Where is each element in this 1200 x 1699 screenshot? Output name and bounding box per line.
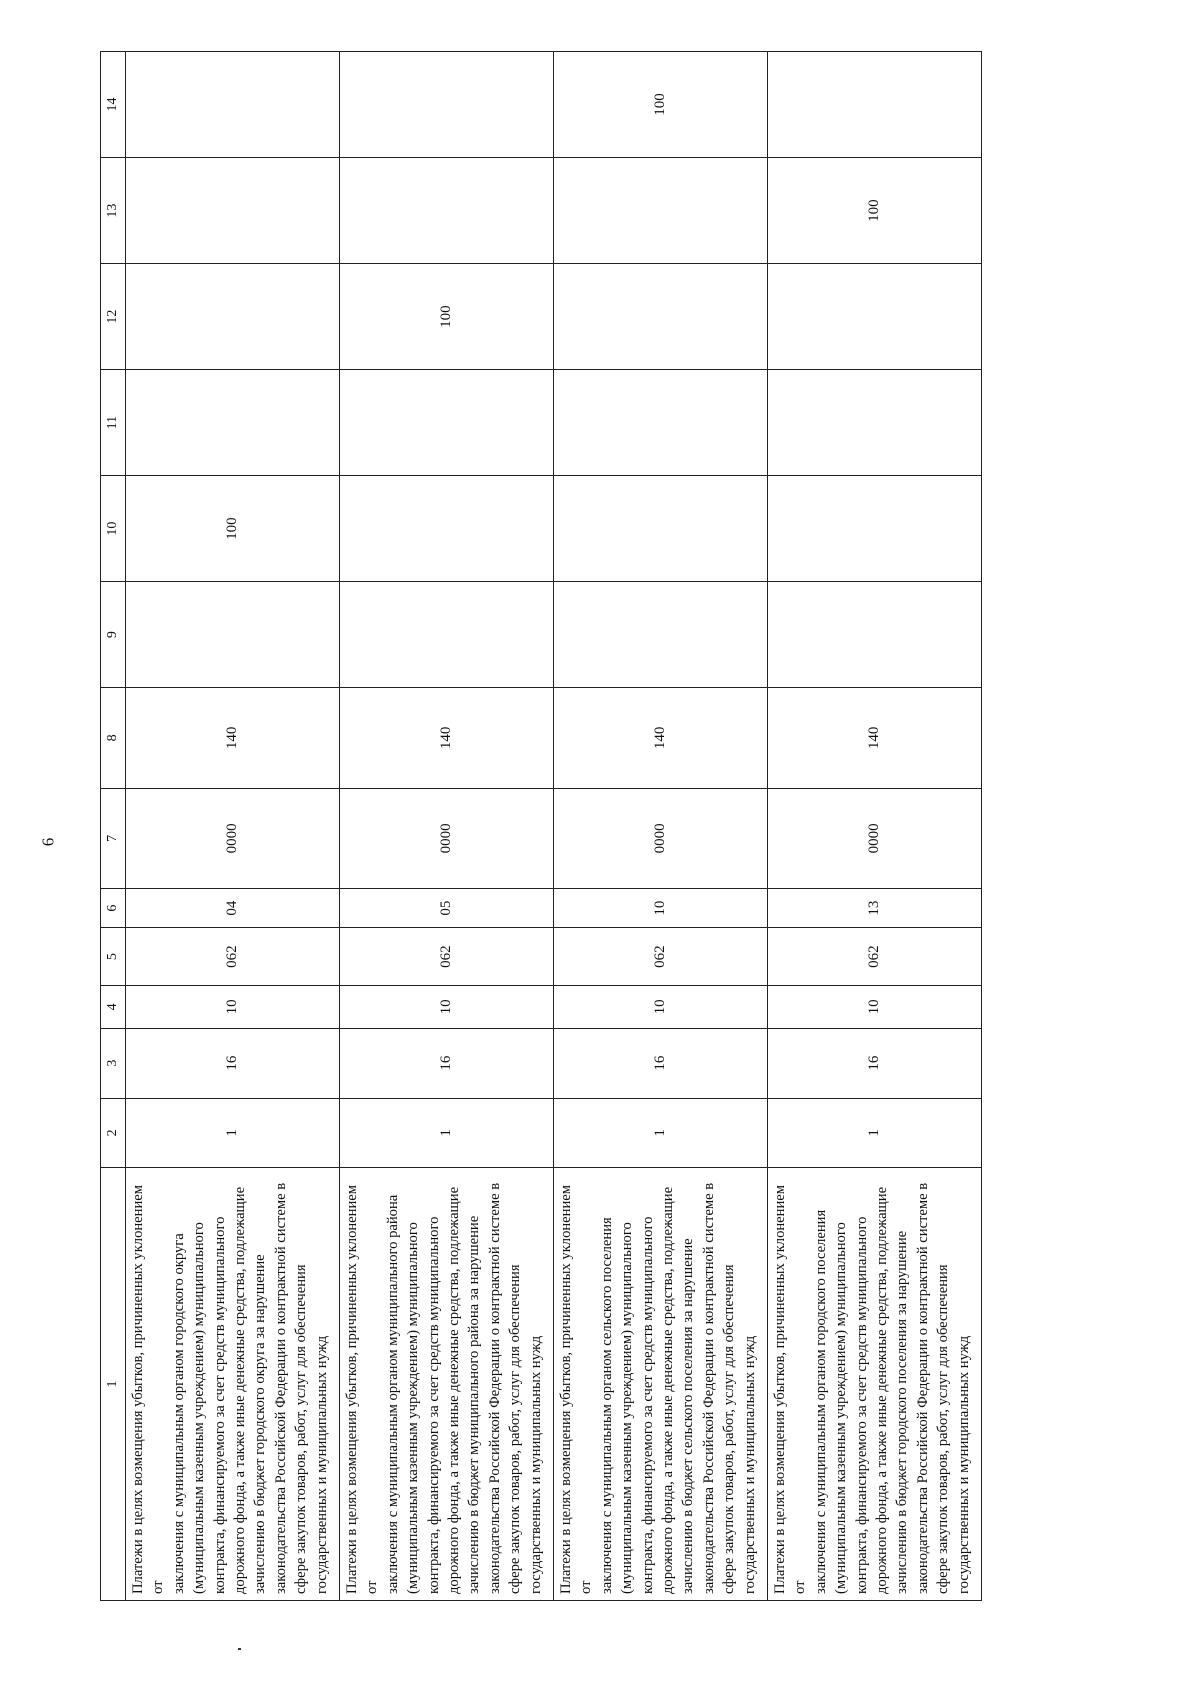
- value-cell-col-3: 16: [554, 1028, 768, 1098]
- value-cell-col-9: [554, 582, 768, 688]
- description-line: Платежи в целях возмещения убытков, причиненных уклонением от: [558, 1185, 595, 1594]
- page-number: 6: [38, 837, 58, 847]
- value-cell-col-12: [126, 264, 340, 370]
- description-cell: [768, 1168, 982, 1601]
- value-cell-col-13: [554, 158, 768, 264]
- header-cell: 3: [101, 1028, 126, 1098]
- value-cell-col-14: [340, 52, 554, 158]
- value-cell-col-10: [554, 476, 768, 582]
- value-cell-col-9: [340, 582, 554, 688]
- description-line: зачислению в бюджет городского округа за нарушение: [252, 1254, 269, 1594]
- table-row: [768, 52, 982, 1601]
- description-line: заключения с муниципальным органом муниципального района: [384, 1194, 401, 1594]
- description-line: дорожного фонда, а также иные денежные средства, подлежащие: [232, 1186, 249, 1594]
- value-cell-col-11: [768, 370, 982, 476]
- description-line: законодательства Российской Федерации о контрактной системе в: [914, 1182, 931, 1594]
- value-cell-col-10: [768, 476, 982, 582]
- header-cell: 12: [101, 264, 126, 370]
- value-cell-col-9: [126, 582, 340, 688]
- description-line: сфере закупок товаров, работ, услуг для обеспечения: [293, 1264, 310, 1594]
- value-cell-col-12: 100: [340, 264, 554, 370]
- header-cell: 14: [101, 52, 126, 158]
- value-cell-col-5: 062: [126, 928, 340, 986]
- description-line: сфере закупок товаров, работ, услуг для обеспечения: [935, 1264, 952, 1594]
- value-cell-col-8: 140: [768, 688, 982, 788]
- description-line: (муниципальным казенным учреждением) муниципального: [405, 1222, 422, 1594]
- description-cell: [126, 1168, 340, 1601]
- value-cell-col-2: 1: [768, 1098, 982, 1167]
- value-cell-col-6: 10: [554, 889, 768, 928]
- value-cell-col-6: 13: [768, 889, 982, 928]
- header-row: [101, 52, 126, 1601]
- description-line: зачислению в бюджет городского поселения за нарушение: [894, 1230, 911, 1594]
- value-cell-col-7: 0000: [126, 788, 340, 888]
- description-line: контракта, финансируемого за счет средств муниципального: [425, 1216, 442, 1594]
- description-line: контракта, финансируемого за счет средств муниципального: [211, 1216, 228, 1594]
- value-cell-col-2: 1: [340, 1098, 554, 1167]
- value-cell-col-6: 05: [340, 889, 554, 928]
- description-line: дорожного фонда, а также иные денежные средства, подлежащие: [874, 1186, 891, 1594]
- description-line: заключения с муниципальным органом городского округа: [170, 1233, 187, 1594]
- header-cell: 11: [101, 370, 126, 476]
- value-cell-col-11: [126, 370, 340, 476]
- description-cell: [554, 1168, 768, 1601]
- value-cell-col-8: 140: [126, 688, 340, 788]
- value-cell-col-2: 1: [554, 1098, 768, 1167]
- header-cell: 2: [101, 1098, 126, 1167]
- value-cell-col-14: [126, 52, 340, 158]
- value-cell-col-9: [768, 582, 982, 688]
- description-line: государственных и муниципальных нужд: [313, 1335, 330, 1594]
- value-cell-col-3: 16: [340, 1028, 554, 1098]
- description-line: контракта, финансируемого за счет средств муниципального: [639, 1216, 656, 1594]
- value-cell-col-2: 1: [126, 1098, 340, 1167]
- description-line: (муниципальным казенным учреждением) муниципального: [619, 1222, 636, 1594]
- description-line: заключения с муниципальным органом городского поселения: [812, 1209, 829, 1594]
- value-cell-col-7: 0000: [340, 788, 554, 888]
- value-cell-col-13: [126, 158, 340, 264]
- table-row: [340, 52, 554, 1601]
- description-line: государственных и муниципальных нужд: [527, 1335, 544, 1594]
- value-cell-col-7: 0000: [768, 788, 982, 888]
- value-cell-col-6: 04: [126, 889, 340, 928]
- scan-dot: [238, 1648, 241, 1650]
- description-line: государственных и муниципальных нужд: [955, 1335, 972, 1594]
- description-line: законодательства Российской Федерации о контрактной системе в: [486, 1182, 503, 1594]
- description-line: заключения с муниципальным органом сельского поселения: [598, 1217, 615, 1594]
- value-cell-col-11: [340, 370, 554, 476]
- value-cell-col-5: 062: [768, 928, 982, 986]
- value-cell-col-11: [554, 370, 768, 476]
- header-cell: 5: [101, 928, 126, 986]
- header-cell: 9: [101, 582, 126, 688]
- value-cell-col-12: [768, 264, 982, 370]
- value-cell-col-4: 10: [340, 986, 554, 1028]
- description-line: (муниципальным казенным учреждением) муниципального: [191, 1222, 208, 1594]
- header-cell: 10: [101, 476, 126, 582]
- value-cell-col-5: 062: [554, 928, 768, 986]
- value-cell-col-10: [340, 476, 554, 582]
- description-line: (муниципальным казенным учреждением) муниципального: [833, 1222, 850, 1594]
- description-line: Платежи в целях возмещения убытков, причиненных уклонением от: [344, 1185, 381, 1594]
- description-line: Платежи в целях возмещения убытков, причиненных уклонением от: [772, 1185, 809, 1594]
- header-cell: 13: [101, 158, 126, 264]
- value-cell-col-8: 140: [554, 688, 768, 788]
- description-line: законодательства Российской Федерации о контрактной системе в: [272, 1182, 289, 1594]
- rotated-table-frame: [100, 51, 982, 1601]
- description-line: сфере закупок товаров, работ, услуг для обеспечения: [507, 1264, 524, 1594]
- value-cell-col-13: [340, 158, 554, 264]
- description-line: дорожного фонда, а также иные денежные средства, подлежащие: [446, 1186, 463, 1594]
- description-line: контракта, финансируемого за счет средств муниципального: [853, 1216, 870, 1594]
- header-cell: 7: [101, 788, 126, 888]
- table-row: [554, 52, 768, 1601]
- value-cell-col-5: 062: [340, 928, 554, 986]
- value-cell-col-8: 140: [340, 688, 554, 788]
- header-cell: 6: [101, 889, 126, 928]
- header-cell: 4: [101, 986, 126, 1028]
- description-line: государственных и муниципальных нужд: [741, 1335, 758, 1594]
- header-cell: 8: [101, 688, 126, 788]
- description-line: зачислению в бюджет сельского поселения за нарушение: [680, 1238, 697, 1594]
- value-cell-col-14: [768, 52, 982, 158]
- table-row: [126, 52, 340, 1601]
- value-cell-col-14: 100: [554, 52, 768, 158]
- value-cell-col-4: 10: [768, 986, 982, 1028]
- description-line: зачислению в бюджет муниципального района за нарушение: [466, 1215, 483, 1594]
- description-cell: [340, 1168, 554, 1601]
- description-line: Платежи в целях возмещения убытков, причиненных уклонением от: [130, 1185, 167, 1594]
- value-cell-col-3: 16: [768, 1028, 982, 1098]
- value-cell-col-12: [554, 264, 768, 370]
- value-cell-col-10: 100: [126, 476, 340, 582]
- description-line: сфере закупок товаров, работ, услуг для обеспечения: [721, 1264, 738, 1594]
- header-cell: 1: [101, 1168, 126, 1601]
- value-cell-col-4: 10: [126, 986, 340, 1028]
- description-line: законодательства Российской Федерации о контрактной системе в: [700, 1182, 717, 1594]
- value-cell-col-3: 16: [126, 1028, 340, 1098]
- description-line: дорожного фонда, а также иные денежные средства, подлежащие: [660, 1186, 677, 1594]
- value-cell-col-7: 0000: [554, 788, 768, 888]
- value-cell-col-4: 10: [554, 986, 768, 1028]
- value-cell-col-13: 100: [768, 158, 982, 264]
- budget-code-table: [100, 51, 982, 1601]
